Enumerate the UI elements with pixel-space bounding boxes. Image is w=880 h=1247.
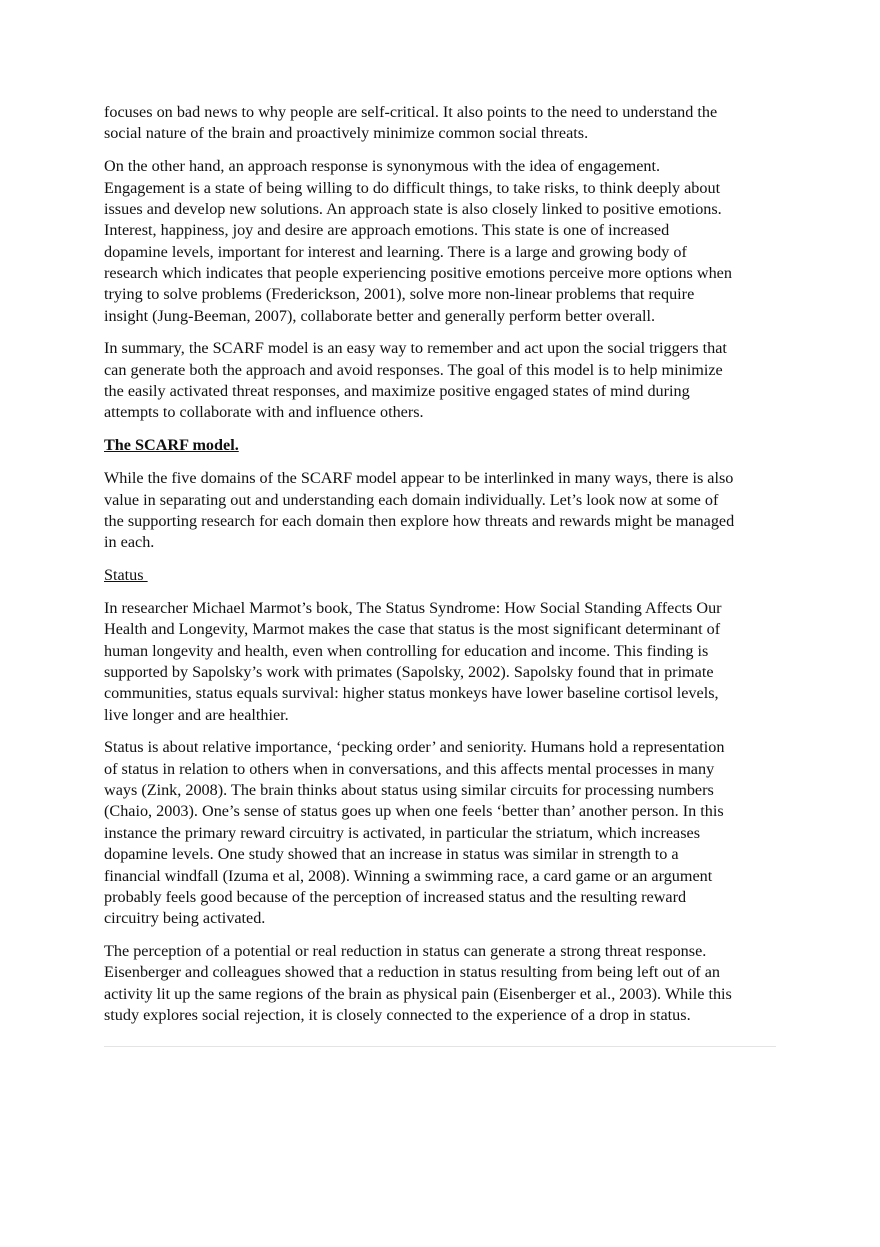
subsection-heading	[104, 565, 784, 586]
line	[104, 844, 784, 865]
text-line: communities, status equals survival: higher status monkeys have lower baseline cortisol levels,	[104, 684, 719, 703]
line	[104, 619, 784, 640]
text-line: of status in relation to others when in conversations, and this affects mental processes in many	[104, 759, 715, 778]
line	[104, 801, 784, 822]
line	[104, 941, 784, 962]
text-line: trying to solve problems (Frederickson, 2001), solve more non-linear problems that require	[104, 285, 695, 304]
text-line: the easily activated threat responses, and maximize positive engaged states of mind during	[104, 382, 690, 401]
text-line: supported by Sapolsky’s work with primates (Sapolsky, 2002). Sapolsky found that in primate	[104, 662, 714, 681]
line	[104, 102, 784, 123]
text-line: Health and Longevity, Marmot makes the case that status is the most significant determinant of	[104, 620, 721, 639]
text-line: On the other hand, an approach response is synonymous with the idea of engagement.	[104, 157, 661, 176]
paragraph	[104, 156, 784, 327]
page-divider	[104, 1046, 776, 1047]
text-line: circuitry being activated.	[104, 909, 266, 928]
text-line: Status is about relative importance, ‘pecking order’ and seniority. Humans hold a representation	[104, 738, 725, 757]
line	[104, 1005, 784, 1026]
line	[104, 683, 784, 704]
line	[104, 123, 784, 144]
text-line: activity lit up the same regions of the brain as physical pain (Eisenberger et al., 2003). While this	[104, 984, 732, 1003]
text-line: In summary, the SCARF model is an easy way to remember and act upon the social triggers that	[104, 339, 727, 358]
line	[104, 402, 784, 423]
text-line: dopamine levels, important for interest and learning. There is a large and growing body of	[104, 242, 687, 261]
text-line: financial windfall (Izuma et al, 2008). Winning a swimming race, a card game or an argument	[104, 866, 713, 885]
text-line: ways (Zink, 2008). The brain thinks about status using similar circuits for processing numbers	[104, 781, 714, 800]
text-line: (Chaio, 2003). One’s sense of status goes up when one feels ‘better than’ another person. In this	[104, 802, 724, 821]
paragraph	[104, 941, 784, 1026]
document-page	[104, 102, 784, 1038]
line	[104, 908, 784, 929]
text-line: attempts to collaborate with and influence others.	[104, 403, 424, 422]
paragraph	[104, 102, 784, 145]
line	[104, 780, 784, 801]
line	[104, 306, 784, 327]
text-line: probably feels good because of the perception of increased status and the resulting reward	[104, 887, 687, 906]
text-line: human longevity and health, even when controlling for education and income. This finding is	[104, 641, 709, 660]
text-line: the supporting research for each domain then explore how threats and rewards might be managed	[104, 511, 735, 530]
text-line: focuses on bad news to why people are self-critical. It also points to the need to understand the	[104, 103, 718, 121]
line	[104, 759, 784, 780]
text-line: Interest, happiness, joy and desire are approach emotions. This state is one of increased	[104, 221, 670, 240]
text-line: instance the primary reward circuitry is activated, in particular the striatum, which increases	[104, 823, 701, 842]
paragraph	[104, 598, 784, 726]
line	[104, 156, 784, 177]
section-heading	[104, 435, 784, 456]
line	[104, 263, 784, 284]
line	[104, 532, 784, 553]
text-line: in each.	[104, 533, 155, 552]
text-line: Status	[104, 566, 148, 585]
text-line: live longer and are healthier.	[104, 705, 289, 724]
line	[104, 511, 784, 532]
line	[104, 598, 784, 619]
text-line: Engagement is a state of being willing to do difficult things, to take risks, to think deeply about	[104, 178, 721, 197]
text-line: value in separating out and understanding each domain individually. Let’s look now at some of	[104, 490, 719, 509]
line	[104, 220, 784, 241]
line	[104, 737, 784, 758]
paragraph	[104, 468, 784, 553]
text-line: can generate both the approach and avoid responses. The goal of this model is to help minimize	[104, 360, 723, 379]
line	[104, 490, 784, 511]
text-line: issues and develop new solutions. An approach state is also closely linked to positive emotions.	[104, 199, 722, 218]
line	[104, 705, 784, 726]
line	[104, 199, 784, 220]
text-line: research which indicates that people experiencing positive emotions perceive more options when	[104, 263, 732, 282]
paragraph	[104, 338, 784, 423]
line	[104, 468, 784, 489]
line	[104, 178, 784, 199]
line	[104, 435, 784, 456]
line	[104, 866, 784, 887]
text-line: insight (Jung-Beeman, 2007), collaborate better and generally perform better overall.	[104, 306, 656, 325]
text-line: dopamine levels. One study showed that an increase in status was similar in strength to a	[104, 845, 679, 864]
line	[104, 641, 784, 662]
line	[104, 984, 784, 1005]
text-line: The perception of a potential or real reduction in status can generate a strong threat response.	[104, 942, 707, 961]
line	[104, 360, 784, 381]
line	[104, 242, 784, 263]
line	[104, 284, 784, 305]
line	[104, 338, 784, 359]
line	[104, 823, 784, 844]
text-line: social nature of the brain and proactively minimize common social threats.	[104, 124, 589, 143]
text-line: The SCARF model.	[104, 436, 239, 455]
line	[104, 565, 784, 586]
text-line: In researcher Michael Marmot’s book, The Status Syndrome: How Social Standing Affects Our	[104, 598, 722, 617]
text-line: While the five domains of the SCARF model appear to be interlinked in many ways, there is also	[104, 469, 734, 488]
line	[104, 962, 784, 983]
line	[104, 662, 784, 683]
line	[104, 887, 784, 908]
text-line: Eisenberger and colleagues showed that a reduction in status resulting from being left out of an	[104, 963, 721, 982]
line	[104, 381, 784, 402]
paragraph	[104, 737, 784, 929]
text-line: study explores social rejection, it is closely connected to the experience of a drop in status.	[104, 1006, 691, 1025]
